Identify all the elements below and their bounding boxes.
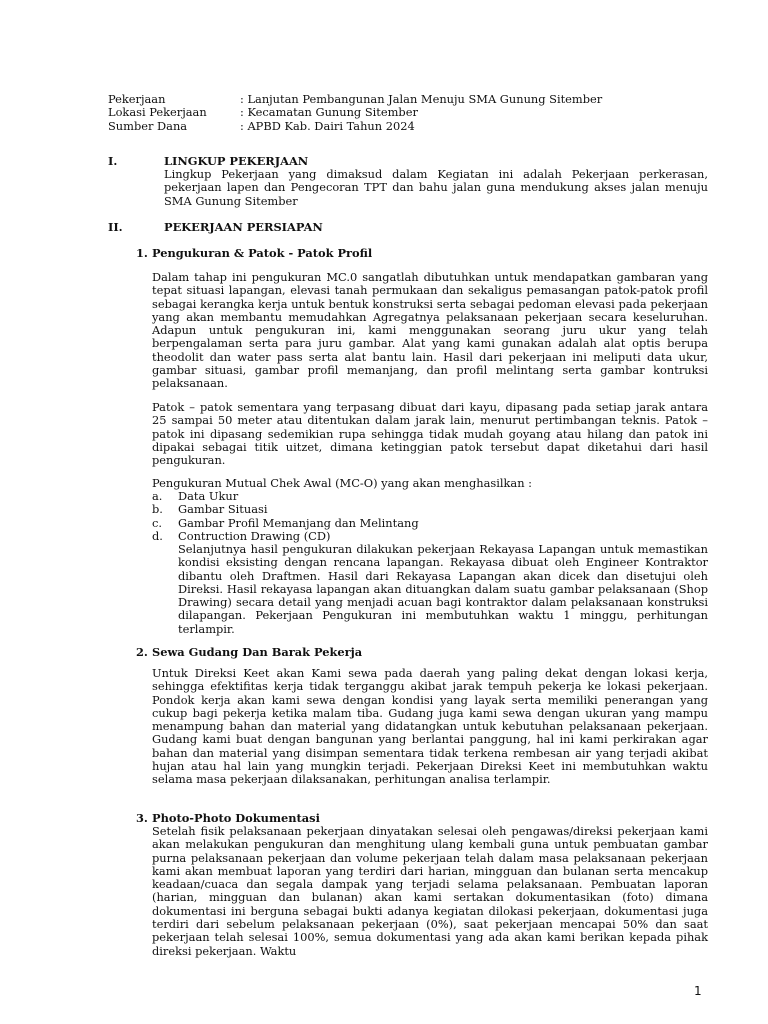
section-title: PEKERJAAN PERSIAPAN (164, 220, 323, 234)
project-info-key: Sumber Dana (108, 118, 188, 133)
project-info-value: : Kecamatan Gunung Sitember (240, 105, 418, 120)
list-intro: Pengukuran Mutual Chek Awal (MC-O) yang akan menghasilkan : (152, 476, 532, 490)
list-continuation: Selanjutnya hasil pengukuran dilakukan pekerjaan Rekayasa Lapangan untuk memastikan kondisi eksisting dengan rencana lapangan. Rekayasa dibuat oleh Engineer Kontraktor dibantu oleh Draftmen. Hasil dari Rekayasa Lapangan akan dicek dan disetujui oleh Direksi. Hasil rekayasa lapangan akan dituangkan dalam suatu gambar pelaksanaan (Shop Drawing) secara detail yang menjadi acuan bagi kontraktor dalam pelaksanaan konstruksi dilapangan. Pekerjaan Pengukuran ini membutuhkan waktu 1 minggu, perhitungan terlampir. (178, 542, 708, 636)
project-info-key: Pekerjaan (108, 92, 166, 106)
project-info-row (108, 106, 602, 119)
subsection-number: 1. (136, 246, 148, 260)
project-info-key: Lokasi Pekerjaan (108, 105, 207, 120)
list-marker: b. (152, 502, 163, 517)
list-marker: d. (152, 528, 163, 543)
subsection-heading (136, 247, 708, 260)
subsection-title: Pengukuran & Patok - Patok Profil (152, 246, 373, 260)
subsection-number: 2. (136, 645, 148, 659)
list-item (152, 503, 708, 516)
subsection-paragraph: Untuk Direksi Keet akan Kami sewa pada daerah yang paling dekat dengan lokasi kerja, sehingga efektifitas kerja tidak terganggu akibat jarak tempuh pekerja ke lokasi pekerjaan. Pondok kerja akan kami sewa dengan kondisi yang layak serta memiliki penerangan yang cukup bagi pekerja ketika malam tiba. Gudang juga kami sewa dengan ukuran yang mampu menampung bahan dan material yang didatangkan untuk kebutuhan pelaksanaan pekerjaan. Gudang kami buat dengan bangunan yang berlantai panggung, hal ini kami perkirakan agar bahan dan material yang disimpan sementara tidak terkena rembesan air yang terjadi akibat hujan atau hal lain yang mungkin terjadi. Pekerjaan Direksi Keet ini membutuhkan waktu selama masa pekerjaan dilaksanakan, perhitungan analisa terlampir. (152, 666, 708, 787)
list-marker: c. (152, 515, 163, 530)
section-title: LINGKUP PEKERJAAN (164, 154, 309, 168)
subsection-paragraph: Dalam tahap ini pengukuran MC.0 sangatlah dibutuhkan untuk mendapatkan gambaran yang tepat situasi lapangan, elevasi tanah permukaan dan sekaligus pemasangan patok-patok profil sebagai kerangka kerja untuk bentuk konstruksi serta sebagai pedoman elevasi pada pekerjaan yang akan membantu memudahkan Agregatnya pelaksanaan pekerjaan secara keseluruhan. Adapun untuk pengukuran ini, kami menggunakan seorang juru ukur yang telah berpengalaman serta para juru gambar. Alat yang kami gunakan adalah alat optis berupa theodolit dan water pass serta alat bantu lain. Hasil dari pekerjaan ini meliputi data ukur, gambar situasi, gambar profil memanjang, dan profil melintang serta gambar kontruksi pelaksanaan. (152, 270, 708, 391)
project-info-value: : Lanjutan Pembangunan Jalan Menuju SMA Gunung Sitember (240, 92, 603, 106)
section-paragraph: Lingkup Pekerjaan yang dimaksud dalam Kegiatan ini adalah Pekerjaan perkerasan, pekerjaan lapen dan Pengecoran TPT dan bahu jalan guna mendukung akses jalan menuju SMA Gunung Sitember (164, 167, 708, 208)
list-marker: a. (152, 489, 163, 503)
section-heading (108, 221, 708, 234)
subsection-title: Photo-Photo Dokumentasi (152, 811, 320, 825)
list-text: Contruction Drawing (CD) (178, 528, 331, 543)
project-info-row (108, 93, 602, 106)
project-info (108, 93, 602, 133)
subsection-number: 3. (136, 811, 148, 825)
list-text: Gambar Situasi (178, 502, 268, 517)
subsection-gudang (136, 646, 708, 659)
subsection-paragraph: Patok – patok sementara yang terpasang dibuat dari kayu, dipasang pada setiap jarak antara 25 sampai 50 meter atau ditentukan dalam jarak lain, menurut pertimbangan teknis. Patok – patok ini dipasang sedemikian rupa sehingga tidak mudah goyang atau hilang dan patok ini dipakai sebagai titik uitzet, dimana ketinggian patok tersebut dapat diketahui dari hasil pengukuran. (152, 400, 708, 468)
subsection-paragraph: Setelah fisik pelaksanaan pekerjaan dinyatakan selesai oleh pengawas/direksi pekerjaan kami akan melakukan pengukuran dan menghitung ulang kembali guna untuk pembuatan gambar purna pelaksanaan pekerjaan dan volume pekerjaan telah dalam masa pelaksanaan pekerjaan kami akan membuat laporan yang terdiri dari harian, mingguan dan bulanan serta mencakup keadaan/cuaca dan segala dampak yang terjadi selama pelaksanaan. Pembuatan laporan (harian, mingguan dan bulanan) akan kami sertakan dokumentasikan (foto) dimana dokumentasi ini berguna sebagai bukti adanya kegiatan dilokasi pekerjaan, dokumentasi juga terdiri dari sebelum pelaksanaan pekerjaan (0%), saat pekerjaan mencapai 50% dan saat pekerjaan telah selesai 100%, semua dokumentasi yang ada akan kami berikan kepada pihak direksi pekerjaan. Waktu (152, 824, 708, 958)
list-item (152, 490, 708, 503)
project-info-value: : APBD Kab. Dairi Tahun 2024 (240, 118, 415, 133)
subsection-pengukuran (136, 247, 708, 260)
page-number: 1 (694, 984, 702, 998)
project-info-row (108, 120, 602, 133)
section-persiapan (108, 221, 708, 234)
section-number: I. (108, 154, 118, 168)
subsection-title: Sewa Gudang Dan Barak Pekerja (152, 645, 363, 659)
list-item (152, 517, 708, 530)
section-number: II. (108, 220, 123, 234)
list-text: Data Ukur (178, 489, 239, 503)
list-text: Gambar Profil Memanjang dan Melintang (178, 515, 419, 530)
subsection-heading (136, 646, 708, 659)
mc-output-list (152, 490, 708, 543)
